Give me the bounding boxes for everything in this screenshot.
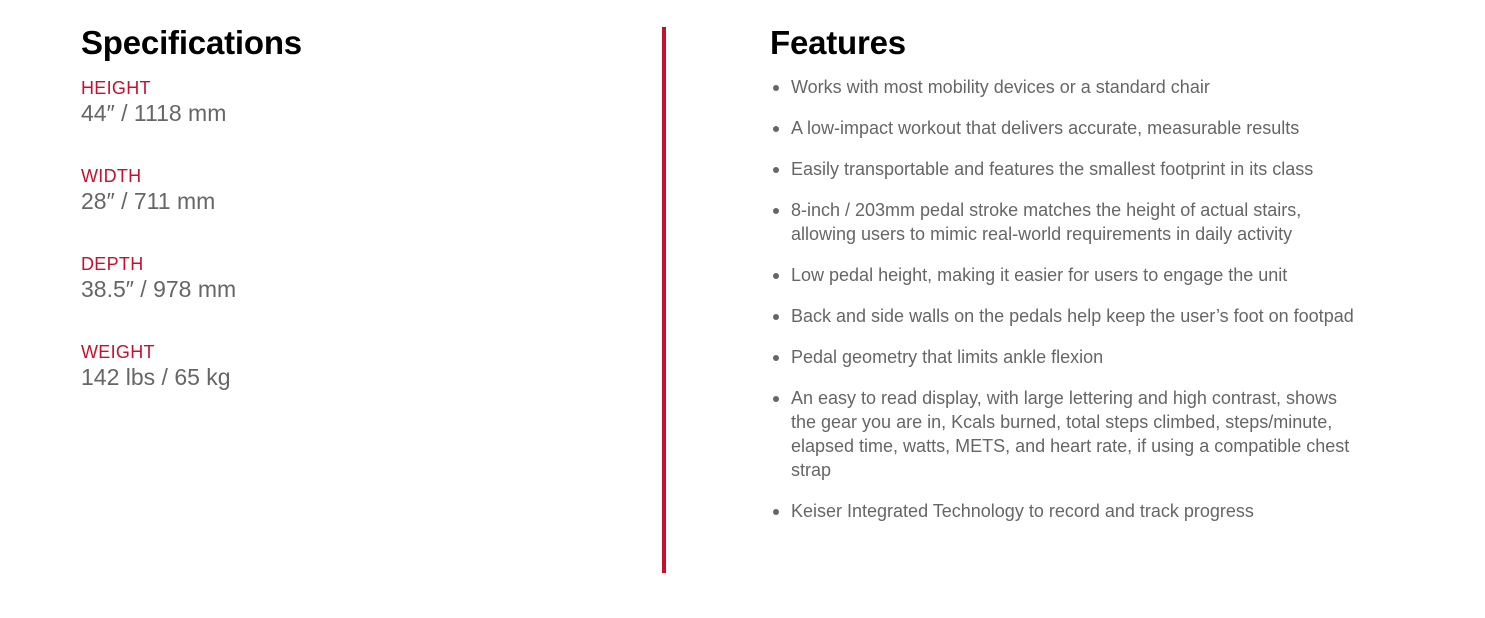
bullet-icon: [773, 167, 779, 173]
feature-item: [770, 304, 1361, 328]
spec-label: HEIGHT: [81, 78, 151, 98]
feature-item: [770, 499, 1361, 523]
bullet-icon: [773, 396, 779, 402]
spec-value: 38.5″ / 978 mm: [81, 276, 237, 302]
feature-text: Easily transportable and features the smallest footprint in its class: [791, 159, 1314, 179]
feature-text: Keiser Integrated Technology to record and track progress: [791, 501, 1254, 521]
spec-label: DEPTH: [81, 254, 144, 274]
feature-text: 8-inch / 203mm pedal stroke matches the height of actual stairs, allowing users to mimic real-world requirements in daily activity: [791, 200, 1302, 244]
bullet-icon: [773, 85, 779, 91]
feature-item: [770, 345, 1361, 369]
specifications-column: [81, 24, 601, 392]
feature-item: [770, 157, 1361, 181]
spec-value: 28″ / 711 mm: [81, 188, 216, 214]
spec-value: 142 lbs / 65 kg: [81, 364, 231, 390]
feature-text: Back and side walls on the pedals help keep the user’s foot on footpad: [791, 306, 1354, 326]
bullet-icon: [773, 126, 779, 132]
bullet-icon: [773, 314, 779, 320]
spec-width: [81, 166, 601, 216]
features-list: [770, 75, 1370, 523]
spec-label: WEIGHT: [81, 342, 155, 362]
feature-text: Pedal geometry that limits ankle flexion: [791, 347, 1104, 367]
feature-item: [770, 263, 1361, 287]
feature-text: A low-impact workout that delivers accurate, measurable results: [791, 118, 1300, 138]
features-column: [770, 24, 1370, 540]
spec-height: [81, 78, 601, 128]
feature-text: An easy to read display, with large lettering and high contrast, shows the gear you are in, Kcals burned, total steps climbed, steps/minute, elapsed time, watts, METS, and heart rate, if using a compatible chest strap: [791, 388, 1350, 480]
bullet-icon: [773, 509, 779, 515]
spec-weight: [81, 342, 601, 392]
feature-item: [770, 116, 1361, 140]
spec-label: WIDTH: [81, 166, 142, 186]
feature-text: Low pedal height, making it easier for users to engage the unit: [791, 265, 1288, 285]
specifications-heading: Specifications: [81, 24, 302, 61]
bullet-icon: [773, 355, 779, 361]
feature-item: [770, 386, 1361, 482]
features-heading: Features: [770, 24, 906, 61]
feature-item: [770, 75, 1361, 99]
spec-value: 44″ / 1118 mm: [81, 100, 227, 126]
bullet-icon: [773, 208, 779, 214]
spec-depth: [81, 254, 601, 304]
bullet-icon: [773, 273, 779, 279]
feature-item: [770, 198, 1361, 246]
feature-text: Works with most mobility devices or a standard chair: [791, 77, 1210, 97]
column-divider: [662, 27, 666, 573]
